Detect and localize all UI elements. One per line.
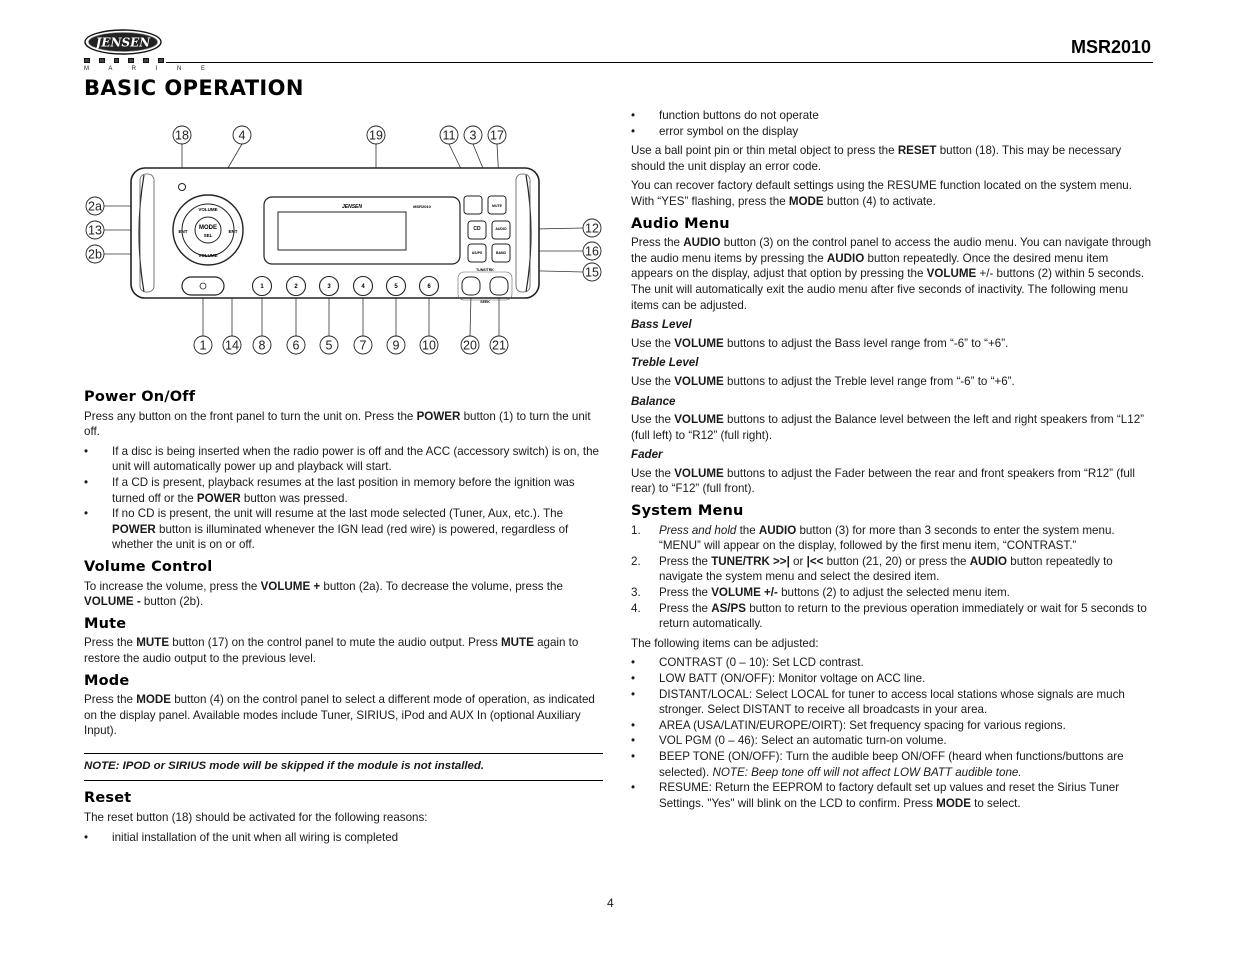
fader-heading: Fader: [631, 448, 663, 462]
mute-heading: Mute: [84, 615, 127, 632]
callout-8: [253, 336, 271, 354]
callout-label: 4: [238, 128, 246, 143]
callout-11: [440, 126, 458, 144]
btn-prev: [462, 277, 480, 295]
bass-text: Use the VOLUME buttons to adjust the Bass level range from “-6” to “+6”.: [631, 336, 1009, 350]
balance-text: Use the VOLUME buttons to adjust the Balance level between the left and right speakers from “L12” (full left) to “R12” (full right).: [631, 413, 1144, 442]
callout-12: [583, 219, 601, 237]
preset-label: 3: [327, 284, 331, 290]
volume-text: To increase the volume, press the VOLUME + button (2a). To decrease the volume, press the VOLUME - button (2b).: [84, 579, 563, 609]
marine-sublogo: [84, 58, 215, 76]
preset-button-4: [354, 277, 373, 296]
preset-button-6: [420, 277, 439, 296]
reset-text-1: Use a ball point pin or thin metal object to press the RESET button (18). This may be necessary should the unit display an error code.: [631, 144, 1122, 173]
callout-label: 18: [175, 128, 189, 143]
mode-text: Press the MODE button (4) on the control panel to select a different mode of operation, as indicated on the display panel. Available modes include Tuner, SIRIUS, iPod and AUX In (optional Auxiliary Input).: [84, 693, 595, 738]
svg-text:VOLUME: VOLUME: [198, 253, 218, 258]
power-intro: Press any button on the front panel to turn the unit on. Press the POWER button (1) to turn the unit off.: [84, 409, 591, 439]
treble-text: Use the VOLUME buttons to adjust the Treble level range from “-6” to “+6”.: [631, 374, 1015, 388]
preset-label: 2: [294, 284, 298, 290]
callout-label: 7: [359, 338, 367, 353]
list-item: • VOL PGM (0 – 46): Select an automatic turn-on volume.: [631, 733, 1153, 749]
leader-line: [470, 295, 471, 336]
lcd-display: [278, 212, 406, 250]
callout-10: [420, 336, 438, 354]
callout-5: [320, 336, 338, 354]
callout-15: [583, 263, 601, 281]
list-item: • If a disc is being inserted when the radio power is off and the ACC (accessory switch) is on, the unit will automatically power up and playback will start.: [84, 444, 603, 475]
callout-20: [461, 336, 479, 354]
callout-label: 19: [369, 128, 383, 143]
header-rule: [166, 62, 1153, 63]
callout-2b: [86, 245, 104, 263]
svg-text:CD: CD: [473, 226, 481, 232]
preset-button-5: [387, 277, 406, 296]
list-item: • RESUME: Return the EEPROM to factory default set up values and reset the Sirius Tuner Settings. "Yes" will blink on the LCD to confirm. Press MODE to select.: [631, 780, 1153, 811]
list-item: 4. Press the AS/PS button to return to the previous operation immediately or wait for 5 seconds to return automatically.: [631, 601, 1147, 631]
list-item: • CONTRAST (0 – 10): Set LCD contrast.: [631, 655, 1153, 671]
treble-heading: Treble Level: [631, 356, 699, 370]
callout-14: [223, 336, 241, 354]
volume-heading: Volume Control: [84, 558, 213, 575]
svg-text:MUTE: MUTE: [492, 204, 502, 208]
callout-label: 20: [463, 338, 477, 353]
callout-label: 5: [325, 338, 333, 353]
callout-16: [583, 242, 601, 260]
marine-text: M A R I N E: [84, 66, 215, 72]
btn-11: [464, 196, 482, 214]
callout-2a: [86, 197, 104, 215]
list-item: • DISTANT/LOCAL: Select LOCAL for tuner to access local stations whose signals are much stronger. Select DISTANT to receive all broadcasts in your area.: [631, 687, 1153, 718]
list-item: • error symbol on the display: [631, 124, 1153, 140]
callout-4: [233, 126, 251, 144]
svg-text:SEEK: SEEK: [480, 300, 490, 304]
callout-label: 10: [422, 338, 436, 353]
callout-label: 2b: [88, 247, 102, 262]
logo-text: JENSEN: [95, 35, 151, 50]
reset-text-2: You can recover factory default settings using the RESUME function located on the system menu. With “YES” flashing, press the MODE button (4) to activate.: [631, 179, 1132, 208]
svg-text:JENSEN: JENSEN: [341, 204, 363, 210]
callout-label: 12: [585, 221, 599, 236]
svg-text:ENT: ENT: [178, 229, 188, 234]
svg-text:TUNE/TRK: TUNE/TRK: [476, 268, 494, 272]
system-heading: System Menu: [631, 503, 744, 520]
svg-text:ENT: ENT: [228, 229, 238, 234]
callout-label: 3: [469, 128, 477, 143]
callout-19: [367, 126, 385, 144]
preset-label: 6: [427, 284, 431, 290]
callout-3: [464, 126, 482, 144]
power-button: [182, 277, 224, 295]
callout-label: 11: [442, 128, 456, 143]
callout-label: 21: [492, 338, 506, 353]
system-following: The following items can be adjusted:: [631, 636, 819, 650]
preset-button-3: [320, 277, 339, 296]
callout-21: [490, 336, 508, 354]
reset-intro: The reset button (18) should be activated for the following reasons:: [84, 811, 428, 825]
power-list: [84, 444, 603, 553]
model-number: MSR2010: [1070, 37, 1151, 57]
callout-label: 6: [292, 338, 300, 353]
callout-label: 16: [585, 244, 599, 259]
reset-heading: Reset: [84, 790, 132, 807]
jensen-logo: [84, 29, 162, 55]
mode-heading: Mode: [84, 672, 130, 689]
callout-9: [387, 336, 405, 354]
system-items: [631, 655, 1153, 811]
callout-1: [194, 336, 212, 354]
callout-label: 14: [225, 338, 239, 353]
audio-text: Press the AUDIO button (3) on the control panel to access the audio menu. You can navigate through the audio menu items by pressing the AUDIO button repeatedly. Once the desired menu item appears on the display, adjust that option by pressing the VOLUME +/- buttons (2) within 5 seconds. The unit will automatically exit the audio menu after five seconds of inactivity. The following menu items can be adjusted.: [631, 236, 1152, 312]
right-column: [631, 108, 1153, 815]
module-note: NOTE: IPOD or SIRIUS mode will be skipped if the module is not installed.: [84, 753, 603, 782]
list-item: 2. Press the TUNE/TRK >>| or |<< button (21, 20) or press the AUDIO button repeatedly to navigate the system menu and select the desired item.: [631, 554, 1113, 584]
callout-7: [354, 336, 372, 354]
list-item: 3. Press the VOLUME +/- buttons (2) to adjust the selected menu item.: [631, 586, 1010, 600]
balance-heading: Balance: [631, 394, 676, 408]
fader-text: Use the VOLUME buttons to adjust the Fader between the rear and front speakers from “R12” (full rear) to “F12” (full front).: [631, 466, 1135, 496]
page-title: BASIC OPERATION: [84, 76, 304, 100]
left-column: [84, 383, 603, 849]
callout-label: 1: [199, 338, 207, 353]
callout-6: [287, 336, 305, 354]
svg-text:VOLUME: VOLUME: [198, 207, 218, 212]
preset-label: 5: [394, 284, 398, 290]
list-item: • If no CD is present, the unit will resume at the last mode selected (Tuner, Aux, etc.). The POWER button is illuminated whenever the IGN lead (red wire) is powered, regardless of whether the unit is on or off.: [84, 506, 603, 553]
reset-hole: [179, 184, 186, 191]
btn-next: [490, 277, 508, 295]
preset-button-2: [287, 277, 306, 296]
preset-label: 1: [260, 284, 264, 290]
callout-label: 13: [88, 223, 102, 238]
svg-text:AS/PS: AS/PS: [471, 251, 483, 255]
system-steps: [631, 523, 1153, 632]
list-item: • function buttons do not operate: [631, 108, 1153, 124]
callout-label: 9: [392, 338, 400, 353]
svg-text:MODE: MODE: [199, 225, 217, 231]
callout-13: [86, 221, 104, 239]
callout-label: 2a: [88, 199, 102, 214]
audio-heading: Audio Menu: [631, 215, 730, 232]
mute-text: Press the MUTE button (17) on the control panel to mute the audio output. Press MUTE again to restore the audio output to the previous level.: [84, 636, 579, 665]
svg-text:MSR2010: MSR2010: [413, 204, 431, 209]
list-item: • LOW BATT (ON/OFF): Monitor voltage on ACC line.: [631, 671, 1153, 687]
callout-18: [173, 126, 191, 144]
list-item: • BEEP TONE (ON/OFF): Turn the audible beep ON/OFF (heard when functions/buttons are selected). NOTE: Beep tone off will not affect LOW BATT audible tone.: [631, 749, 1153, 780]
svg-text:AUDIO: AUDIO: [495, 227, 507, 231]
callout-label: 15: [585, 265, 599, 280]
list-item: • initial installation of the unit when all wiring is completed: [84, 830, 603, 846]
preset-label: 4: [361, 284, 365, 290]
svg-text:SEL: SEL: [203, 233, 213, 238]
callout-label: 17: [490, 128, 504, 143]
reset-list: [84, 830, 603, 846]
page-number: 4: [607, 896, 614, 910]
bass-heading: Bass Level: [631, 318, 692, 332]
control-panel-diagram: [84, 120, 603, 365]
callout-17: [488, 126, 506, 144]
svg-text:BAND: BAND: [495, 251, 507, 255]
preset-button-1: [253, 277, 272, 296]
list-item: 1. Press and hold the AUDIO button (3) for more than 3 seconds to enter the system menu. “MENU” will appear on the display, followed by the first menu item, “CONTRAST.”: [631, 523, 1115, 553]
callout-label: 8: [258, 338, 266, 353]
list-item: • If a CD is present, playback resumes at the last position in memory before the ignition was turned off or the POWER button was pressed.: [84, 475, 603, 506]
reset-list-cont: [631, 108, 1153, 139]
power-heading: Power On/Off: [84, 389, 196, 405]
list-item: • AREA (USA/LATIN/EUROPE/OIRT): Set frequency spacing for various regions.: [631, 718, 1153, 734]
